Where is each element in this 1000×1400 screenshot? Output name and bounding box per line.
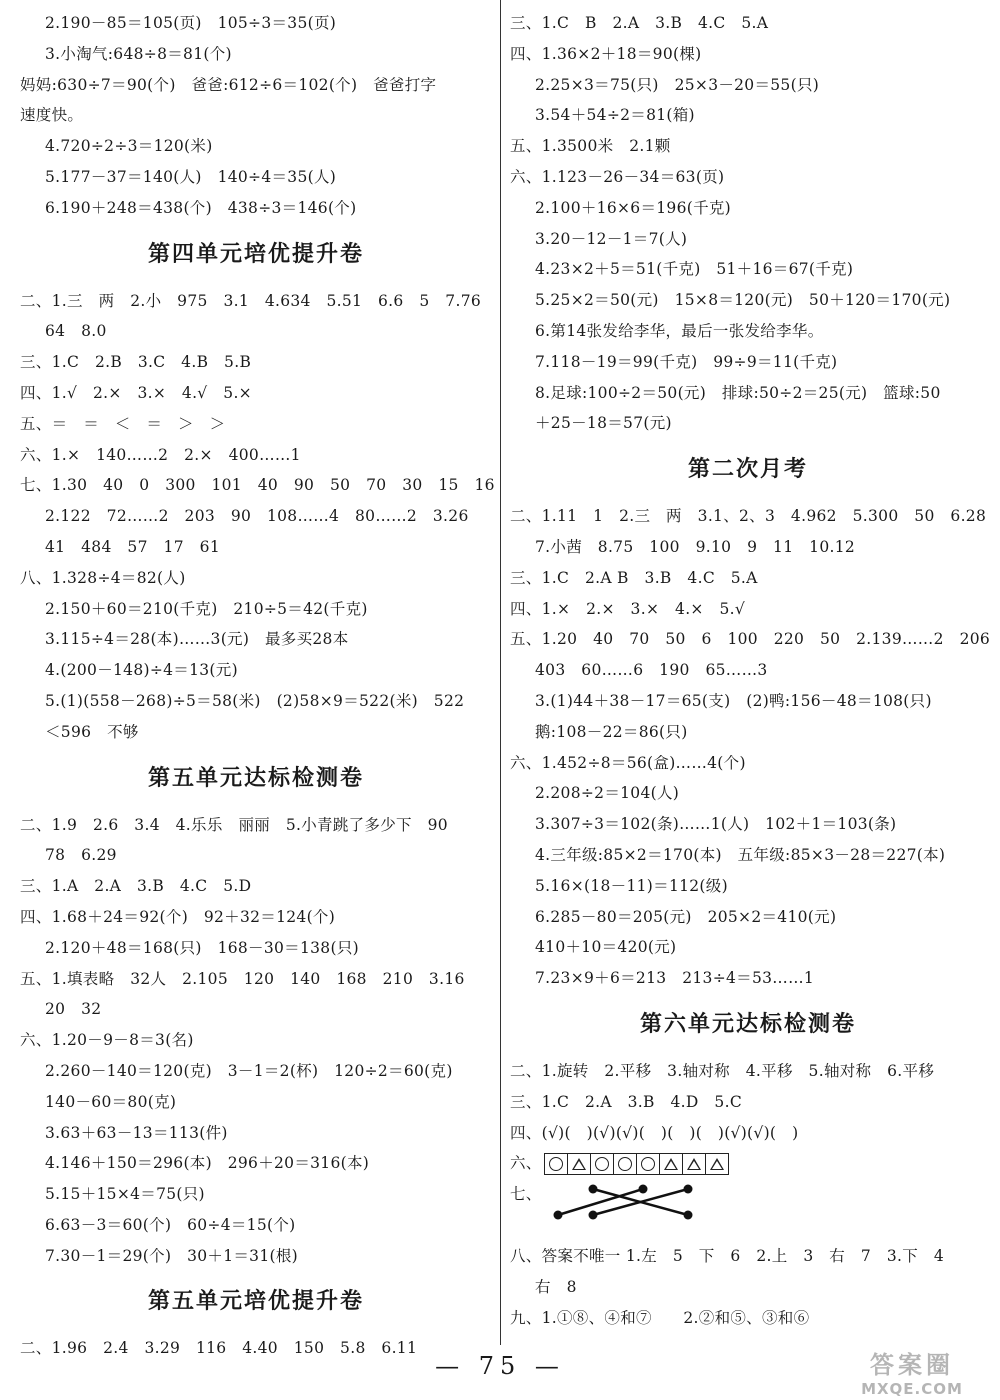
answer-line: 7.118－19＝99(千克) 99÷9＝11(千克): [535, 352, 838, 371]
answer-line: 七、1.30 40 0 300 101 40 90 50 70 30 15 16: [20, 476, 495, 495]
answer-line: 三、1.C 2.B 3.C 4.B 5.B: [20, 353, 252, 372]
triangle-icon: [572, 1158, 586, 1170]
answer-line: 二、1.旋转 2.平移 3.轴对称 4.平移 5.轴对称 6.平移: [510, 1061, 935, 1080]
answer-line: 八、1.328÷4＝82(人): [20, 568, 186, 587]
watermark-logo: [842, 1345, 982, 1400]
answer-line: 三、1.A 2.A 3.B 4.C 5.D: [20, 877, 252, 896]
matching-dot: [683, 1185, 692, 1194]
answer-line: 2.190－85＝105(页) 105÷3＝35(页): [45, 14, 337, 32]
circle-icon: [618, 1157, 632, 1171]
answer-line: 7.小茜 8.75 100 9.10 9 11 10.12: [535, 537, 856, 556]
section-heading: 第五单元培优提升卷: [147, 1289, 364, 1315]
matching-dot: [683, 1211, 692, 1220]
answer-line: 3.63＋63－13＝113(件): [45, 1123, 228, 1142]
shape-box: [637, 1154, 660, 1174]
matching-dot: [588, 1211, 597, 1220]
answer-line: 64 8.0: [45, 322, 107, 341]
circle-icon: [641, 1157, 655, 1171]
answer-line: 2.25×3＝75(只) 25×3－20＝55(只): [535, 75, 820, 94]
answer-line: 7.30－1＝29(个) 30＋1＝31(根): [45, 1246, 298, 1265]
answer-line: 四、1.√ 2.× 3.× 4.√ 5.×: [20, 383, 252, 402]
matching-dot: [588, 1185, 597, 1194]
shape-box: [614, 1154, 637, 1174]
triangle-icon: [687, 1158, 701, 1170]
answer-line: 2.100＋16×6＝196(千克): [535, 198, 732, 217]
answer-line: 6.第14张发给李华，最后一张发给李华。: [535, 321, 824, 340]
answer-line: 41 484 57 17 61: [45, 537, 220, 556]
question-label: 六、: [510, 1154, 542, 1173]
answer-line: ＜596 不够: [45, 722, 139, 741]
answer-line: 4.146＋150＝296(本) 296＋20＝316(本): [45, 1154, 370, 1173]
circle-icon: [549, 1157, 563, 1171]
answer-line: 六、1.452÷8＝56(盒)……4(个): [510, 753, 746, 772]
matching-line: [558, 1189, 643, 1215]
answer-line: 二、1.11 1 2.三 两 3.1、2、3 4.962 5.300 50 6.28: [510, 507, 987, 526]
matching-lines-figure: [548, 1179, 708, 1229]
answer-line: 3.(1)44＋38－17＝65(支) (2)鸭:156－48＝108(只): [535, 691, 932, 710]
answer-line: 8.足球:100÷2＝50(元) 排球:50÷2＝25(元) 篮球:50: [535, 383, 941, 402]
answer-line: 140－60＝80(克): [45, 1092, 177, 1111]
right-column: [510, 8, 991, 1333]
answer-line: 四、1.68＋24＝92(个) 92＋32＝124(个): [20, 907, 336, 926]
triangle-icon: [710, 1158, 724, 1170]
answer-line: 5.15＋15×4＝75(只): [45, 1185, 205, 1204]
circle-icon: [595, 1157, 609, 1171]
answer-line: 六、1.20－9－8＝3(名): [20, 1031, 194, 1050]
shape-box: [660, 1154, 683, 1174]
section-heading: 第六单元达标检测卷: [639, 1011, 856, 1037]
answer-line: 六、1.× 140……2 2.× 400……1: [20, 445, 301, 464]
answer-line: 4.三年级:85×2＝170(本) 五年级:85×3－28＝227(本): [535, 845, 946, 864]
answer-line: 5.25×2＝50(元) 15×8＝120(元) 50＋120＝170(元): [535, 291, 951, 310]
answer-line: 四、1.× 2.× 3.× 4.× 5.√: [510, 599, 746, 618]
answer-line: 五、1.3500米 2.1颗: [510, 137, 671, 156]
shape-box: [591, 1154, 614, 1174]
answer-line: 3.115÷4＝28(本)……3(元) 最多买28本: [45, 630, 349, 649]
answer-line: 五、1.20 40 70 50 6 100 220 50 2.139……2 206: [510, 630, 991, 649]
answer-line: 三、1.C 2.A 3.B 4.D 5.C: [510, 1092, 742, 1111]
matching-lines-row: [510, 1179, 986, 1241]
answer-line: 2.260－140＝120(克) 3－1＝2(杯) 120÷2＝60(克): [45, 1061, 453, 1080]
matching-dot: [553, 1211, 562, 1220]
answer-line: 3.307÷3＝102(条)……1(人) 102＋1＝103(条): [535, 815, 897, 834]
answer-line: 78 6.29: [45, 846, 117, 865]
question-label: 七、: [510, 1185, 542, 1204]
answer-line: 四、(√)( )(√)(√)( )( )( )(√)(√)( ): [510, 1123, 799, 1142]
answer-line: 鹅:108－22＝86(只): [535, 722, 688, 741]
answer-line: ＋25－18＝57(元): [535, 414, 672, 433]
answer-line: 4.23×2＋5＝51(千克) 51＋16＝67(千克): [535, 260, 854, 279]
answer-line: 2.120＋48＝168(只) 168－30＝138(只): [45, 938, 359, 957]
section-heading: 第二次月考: [687, 457, 808, 483]
answer-line: 2.122 72……2 203 90 108……4 80……2 3.26: [45, 507, 469, 526]
answer-line: 410＋10＝420(元): [535, 938, 677, 957]
answer-line: 九、1.①⑧、④和⑦ 2.②和⑤、③和⑥: [510, 1308, 810, 1327]
answer-line: 3.小淘气:648÷8＝81(个): [45, 44, 232, 63]
answer-line: 20 32: [45, 1000, 102, 1019]
answer-line: 四、1.36×2＋18＝90(棵): [510, 44, 702, 63]
answer-line: 6.190＋248＝438(个) 438÷3＝146(个): [45, 198, 357, 217]
answer-line: 速度快。: [20, 106, 84, 125]
answer-line: 5.177－37＝140(人) 140÷4＝35(人): [45, 167, 337, 186]
answer-line: 3.20－12－1＝7(人): [535, 229, 688, 248]
page-footer: — 75 —: [435, 1352, 565, 1380]
left-column: [20, 8, 495, 1364]
matching-dot: [638, 1185, 647, 1194]
answer-line: 2.208÷2＝104(人): [535, 784, 680, 803]
shape-answer-row: [510, 1148, 986, 1179]
answer-line: 2.150＋60＝210(千克) 210÷5＝42(千克): [45, 599, 368, 618]
shape-box: [683, 1154, 706, 1174]
section-heading: 第四单元培优提升卷: [147, 241, 364, 267]
answer-line: 403 60……6 190 65……3: [535, 661, 768, 680]
answer-line: 五、1.填表略 32人 2.105 120 140 168 210 3.16: [20, 969, 465, 988]
answer-line: 6.63－3＝60(个) 60÷4＝15(个): [45, 1215, 296, 1234]
answer-line: 7.23×9＋6＝213 213÷4＝53……1: [535, 969, 815, 988]
answer-line: 六、1.123－26－34＝63(页): [510, 167, 725, 186]
answer-line: 4.(200－148)÷4＝13(元): [45, 661, 238, 680]
answer-line: 4.720÷2÷3＝120(米): [45, 137, 213, 156]
answer-line: 妈妈:630÷7＝90(个) 爸爸:612÷6＝102(个) 爸爸打字: [20, 75, 437, 94]
watermark-url: MXQE.COM: [861, 1380, 963, 1398]
answer-line: 6.285－80＝205(元) 205×2＝410(元): [535, 907, 837, 926]
shape-box: [568, 1154, 591, 1174]
watermark-text: 答案圈: [870, 1351, 954, 1379]
answer-line: 三、1.C 2.A B 3.B 4.C 5.A: [510, 568, 758, 587]
page-number: 75: [478, 1352, 522, 1380]
answer-line: 5.(1)(558－268)÷5＝58(米) (2)58×9＝522(米) 522: [45, 691, 465, 710]
answer-line: 八、答案不唯一 1.左 5 下 6 2.上 3 右 7 3.下 4: [510, 1247, 945, 1266]
section-heading: 第五单元达标检测卷: [147, 765, 364, 791]
answer-line: 右 8: [535, 1277, 577, 1296]
answer-line: 5.16×(18－11)＝112(级): [535, 876, 728, 895]
answer-line: 三、1.C B 2.A 3.B 4.C 5.A: [510, 14, 769, 32]
answer-line: 二、1.三 两 2.小 975 3.1 4.634 5.51 6.6 5 7.76: [20, 291, 482, 310]
answer-line: 二、1.9 2.6 3.4 4.乐乐 丽丽 5.小青跳了多少下 90: [20, 815, 448, 834]
triangle-icon: [664, 1158, 678, 1170]
shape-boxes: [544, 1153, 729, 1175]
shape-box: [706, 1154, 728, 1174]
answer-line: 3.54＋54÷2＝81(箱): [535, 106, 695, 125]
answer-line: 二、1.96 2.4 3.29 116 4.40 150 5.8 6.11: [20, 1339, 418, 1358]
shape-box: [545, 1154, 568, 1174]
column-divider: [500, 0, 501, 1345]
answer-line: 五、＝ ＝ ＜ ＝ ＞ ＞: [20, 414, 226, 433]
